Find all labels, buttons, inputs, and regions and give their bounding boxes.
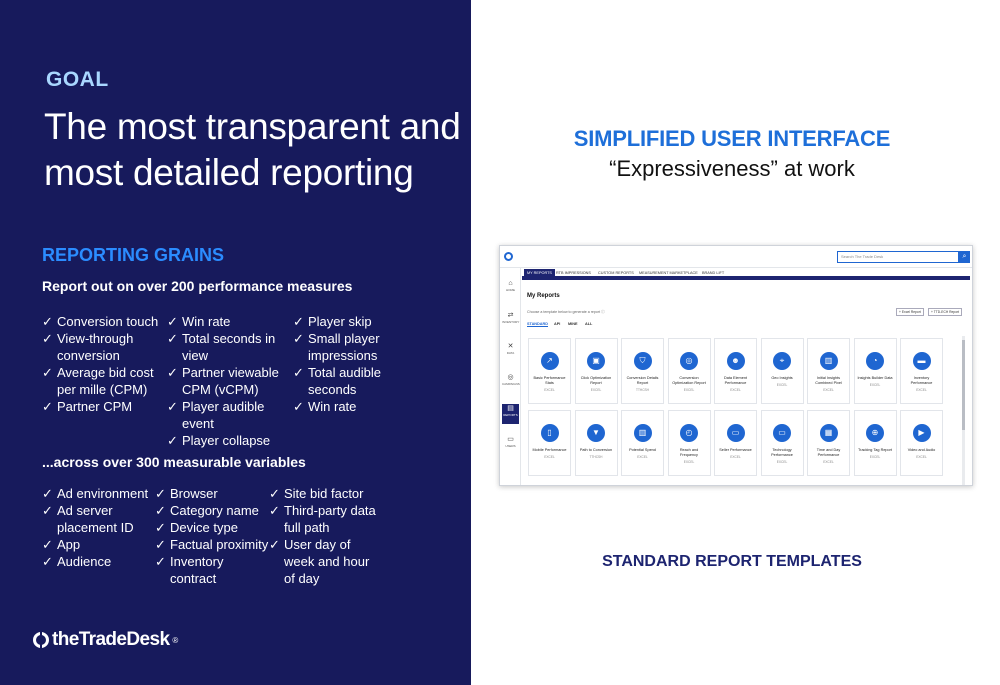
app-topbar [500, 246, 973, 268]
grid-scrollbar[interactable] [962, 336, 965, 486]
report-template-format: EXCEL [590, 387, 602, 392]
report-template-name: Insights Builder Data [857, 376, 893, 380]
report-template-name: Time and Day Performance [816, 448, 841, 457]
bullet-text: Player collapse [182, 433, 271, 448]
bullet-item [42, 502, 157, 536]
template-hint: Choose a template below to generate a report ⓘ [527, 310, 605, 314]
templates-caption: STANDARD REPORT TEMPLATES [602, 553, 862, 570]
report-template-format: EXCEL [869, 382, 881, 387]
report-template-name: Geo Insights [771, 376, 793, 380]
report-template-format: EXCEL [776, 382, 788, 387]
bullet-item [293, 330, 393, 364]
report-template-name: Initial Insights Combined Pixel [815, 376, 842, 385]
report-template-name: Basic Performance Stats [533, 376, 566, 385]
tab-brand-lift[interactable]: BRAND LIFT [702, 271, 725, 275]
sidebar-item-label: CAMPAIGNS [502, 382, 520, 386]
report-template-format: EXCEL [776, 459, 788, 464]
measures-column-1 [42, 313, 170, 415]
tab-measurement-marketplace[interactable]: MEASUREMENT MARKETPLACE [639, 271, 698, 275]
bullet-item [293, 364, 393, 398]
report-template-icon: ▭ [773, 424, 791, 442]
report-template-format: TTHCSH [636, 387, 649, 392]
bullet-text: Win rate [308, 399, 357, 414]
report-tabs [522, 269, 970, 280]
sidebar-item-label: INVENTORY [502, 320, 520, 324]
report-template-format: EXCEL [869, 454, 881, 459]
excel-report-button[interactable]: + Excel Report [896, 308, 924, 316]
bullet-text: Average bid cost per mille (CPM) [57, 365, 154, 397]
check-icon: ✓ [42, 554, 53, 569]
bullet-text: Player skip [308, 314, 372, 329]
bullet-item [167, 313, 295, 330]
check-icon: ✓ [42, 331, 53, 346]
variables-column-3 [269, 485, 379, 587]
tab-my-reports[interactable]: MY REPORTS [524, 269, 555, 278]
bullet-item [42, 398, 170, 415]
tab-custom-reports[interactable]: CUSTOM REPORTS [598, 271, 634, 275]
bullet-text: Small player impressions [308, 331, 380, 363]
data-icon: ✕ [507, 343, 514, 350]
report-template-name: Seller Performance [719, 448, 752, 452]
report-template-icon: ▶ [913, 424, 931, 442]
report-template-icon: ▥ [820, 352, 838, 370]
bullet-item [155, 502, 270, 519]
reporting-grains-label: REPORTING GRAINS [42, 245, 225, 265]
check-icon: ✓ [293, 331, 304, 346]
check-icon: ✓ [269, 537, 280, 552]
report-template-format: EXCEL [823, 459, 834, 464]
goal-label: GOAL [46, 68, 109, 91]
report-template-name: Conversion Optimization Report [672, 376, 706, 385]
measures-subtitle: Report out on over 200 performance measures [42, 278, 353, 294]
bullet-item [155, 553, 270, 587]
bullet-text: Total seconds in view [182, 331, 276, 363]
page-title: My Reports [527, 293, 560, 299]
report-template-format: EXCEL [544, 454, 555, 459]
report-template-name: Potential Spend [629, 448, 656, 452]
report-template-card[interactable] [621, 410, 664, 476]
bullet-item [167, 432, 295, 449]
check-icon: ✓ [167, 399, 178, 414]
sidebar-item-reports[interactable] [502, 404, 519, 424]
report-template-name: Mobile Performance [532, 448, 567, 452]
report-template-icon: ↗ [541, 352, 559, 370]
report-template-icon: ▥ [634, 424, 652, 442]
bullet-text: Win rate [182, 314, 231, 329]
report-template-icon: ▣ [587, 352, 605, 370]
report-template-icon: ⛉ [634, 352, 652, 370]
bullet-text: Partner viewable CPM (vCPM) [182, 365, 279, 397]
check-icon: ✓ [42, 537, 53, 552]
report-template-format: EXCEL [683, 459, 695, 464]
sidebar-item-label: HOME [506, 288, 515, 292]
bullet-item [155, 519, 270, 536]
search-icon: ⌕ [962, 253, 967, 260]
variables-subtitle: ...across over 300 measurable variables [42, 454, 306, 470]
bullet-text: User day of week and hour of day [284, 537, 370, 586]
bullet-item [42, 536, 157, 553]
check-icon: ✓ [293, 365, 304, 380]
search-button[interactable] [959, 251, 970, 263]
report-template-format: EXCEL [823, 387, 834, 392]
bullet-text: Conversion touch [57, 314, 159, 329]
bullet-text: Category name [170, 503, 259, 518]
measures-column-3 [293, 313, 393, 415]
variables-column-2 [155, 485, 270, 587]
check-icon: ✓ [155, 537, 166, 552]
bullet-item [42, 553, 157, 570]
bullet-item [42, 364, 170, 398]
sidebar-item-data[interactable] [502, 342, 519, 362]
tradedesk-logo [33, 629, 178, 651]
report-template-card[interactable] [900, 410, 943, 476]
report-template-name: Conversion Details Report [626, 376, 659, 385]
ttd-report-button[interactable]: + TTD-ECH Report [928, 308, 962, 316]
check-icon: ✓ [42, 399, 53, 414]
bullet-text: Player audible event [182, 399, 265, 431]
report-template-icon: ▼ [587, 424, 605, 442]
report-template-name: Inventory Performance [910, 376, 933, 385]
bullet-item [269, 502, 379, 536]
report-template-format: EXCEL [730, 454, 741, 459]
handshake-icon: ⇄ [507, 312, 514, 319]
report-template-card[interactable] [761, 338, 804, 404]
check-icon: ✓ [167, 314, 178, 329]
bullet-text: View-through conversion [57, 331, 134, 363]
check-icon: ✓ [293, 399, 304, 414]
report-template-format: EXCEL [683, 387, 695, 392]
bullet-item [167, 364, 295, 398]
report-template-format: EXCEL [637, 454, 648, 459]
report-template-name: Click Optimization Report [580, 376, 612, 385]
check-icon: ✓ [167, 433, 178, 448]
check-icon: ✓ [155, 554, 166, 569]
logo-text: theTradeDesk [52, 629, 170, 650]
variables-column-1 [42, 485, 157, 570]
bullet-item [167, 398, 295, 432]
filter-mine[interactable]: MINE [568, 322, 578, 326]
left-panel [0, 0, 471, 685]
sidebar-item-label: REPORTS [503, 413, 518, 417]
report-templates-screenshot [499, 245, 973, 486]
bullet-item [42, 313, 170, 330]
report-template-card[interactable] [714, 338, 757, 404]
bullet-item [155, 485, 270, 502]
report-template-icon: ☻ [727, 352, 745, 370]
report-template-card[interactable] [900, 338, 943, 404]
filter-api[interactable]: API [554, 322, 561, 326]
bullet-item [293, 398, 393, 415]
users-icon: ▭ [507, 436, 514, 443]
right-subtitle: “Expressiveness” at work [609, 156, 855, 181]
report-template-card[interactable] [668, 338, 711, 404]
report-template-name: Path to Conversion [579, 448, 613, 452]
bullet-text: Ad server placement ID [57, 503, 134, 535]
campaigns-icon: ◎ [507, 374, 514, 381]
report-template-name: Technology Performance [771, 448, 793, 457]
report-template-icon: ▭ [727, 424, 745, 442]
report-template-icon: ▦ [820, 424, 838, 442]
check-icon: ✓ [42, 486, 53, 501]
report-template-icon: ⌖ [773, 352, 791, 370]
report-template-card[interactable] [528, 410, 571, 476]
report-template-icon: ◔ [866, 352, 884, 370]
logo-registered: ® [172, 635, 178, 645]
check-icon: ✓ [167, 365, 178, 380]
sidebar-item-inventory[interactable] [502, 311, 519, 331]
report-template-card[interactable] [668, 410, 711, 476]
bullet-item [155, 536, 270, 553]
report-template-name: Reach and Frequency [679, 448, 699, 457]
bullet-text: Device type [170, 520, 238, 535]
check-icon: ✓ [42, 314, 53, 329]
report-template-icon: ◴ [680, 424, 698, 442]
bullet-text: Third-party data full path [284, 503, 376, 535]
right-title: SIMPLIFIED USER INTERFACE [573, 126, 891, 151]
bullet-text: Factual proximity [170, 537, 269, 552]
report-template-card[interactable] [575, 410, 618, 476]
bullet-item [269, 485, 379, 502]
report-template-card[interactable] [761, 410, 804, 476]
check-icon: ✓ [269, 486, 280, 501]
sidebar-item-users[interactable] [502, 435, 519, 455]
check-icon: ✓ [167, 331, 178, 346]
sidebar-item-campaigns[interactable] [502, 373, 519, 393]
report-template-icon: ▬ [913, 352, 931, 370]
sidebar-item-label: USERS [505, 444, 516, 448]
report-template-card[interactable] [854, 338, 897, 404]
bullet-item [269, 536, 379, 587]
logo-mark-icon [33, 632, 49, 648]
report-template-icon: ⊕ [866, 424, 884, 442]
check-icon: ✓ [293, 314, 304, 329]
report-template-card[interactable] [807, 338, 850, 404]
headline: The most transparent and most detailed reporting [44, 106, 461, 193]
tab-rtb-impressions[interactable]: RTB IMPRESSIONS [556, 271, 591, 275]
bullet-text: Partner CPM [57, 399, 133, 414]
filter-standard[interactable]: STANDARD [527, 322, 549, 326]
report-template-format: EXCEL [730, 387, 741, 392]
sidebar-item-home[interactable] [502, 280, 519, 300]
check-icon: ✓ [42, 365, 53, 380]
report-template-card[interactable] [714, 410, 757, 476]
report-template-format: EXCEL [544, 387, 555, 392]
bullet-text: Audience [57, 554, 112, 569]
report-template-name: Tracking Tag Report [858, 448, 892, 452]
measures-column-2 [167, 313, 295, 449]
check-icon: ✓ [155, 486, 166, 501]
search-input[interactable]: Search The Trade Desk [837, 251, 959, 263]
bullet-text: Ad environment [57, 486, 149, 501]
home-icon: ⌂ [508, 280, 513, 287]
report-template-name: Data Element Performance [723, 376, 747, 385]
check-icon: ✓ [155, 503, 166, 518]
filter-all[interactable]: ALL [585, 322, 593, 326]
bullet-text: App [57, 537, 81, 552]
report-template-card[interactable] [854, 410, 897, 476]
report-template-card[interactable] [621, 338, 664, 404]
report-template-format: TTHCSH [589, 454, 603, 459]
check-icon: ✓ [155, 520, 166, 535]
app-sidebar [500, 268, 521, 486]
report-template-card[interactable] [528, 338, 571, 404]
reports-icon: ▤ [507, 405, 514, 412]
check-icon: ✓ [42, 503, 53, 518]
bullet-item [167, 330, 295, 364]
report-template-name: Video and Audio [907, 448, 936, 452]
app-logo-icon [504, 252, 513, 261]
check-icon: ✓ [269, 503, 280, 518]
report-template-card[interactable] [575, 338, 618, 404]
bullet-text: Inventory contract [170, 554, 224, 586]
bullet-item [42, 330, 170, 364]
report-template-format: EXCEL [916, 454, 927, 459]
bullet-item [293, 313, 393, 330]
report-template-icon: ▯ [541, 424, 559, 442]
report-template-icon: ◎ [680, 352, 698, 370]
bullet-text: Site bid factor [284, 486, 364, 501]
sidebar-item-label: DATA [506, 351, 515, 355]
report-template-card[interactable] [807, 410, 850, 476]
bullet-item [42, 485, 157, 502]
report-template-format: EXCEL [916, 387, 927, 392]
bullet-text: Browser [170, 486, 218, 501]
bullet-text: Total audible seconds [308, 365, 381, 397]
